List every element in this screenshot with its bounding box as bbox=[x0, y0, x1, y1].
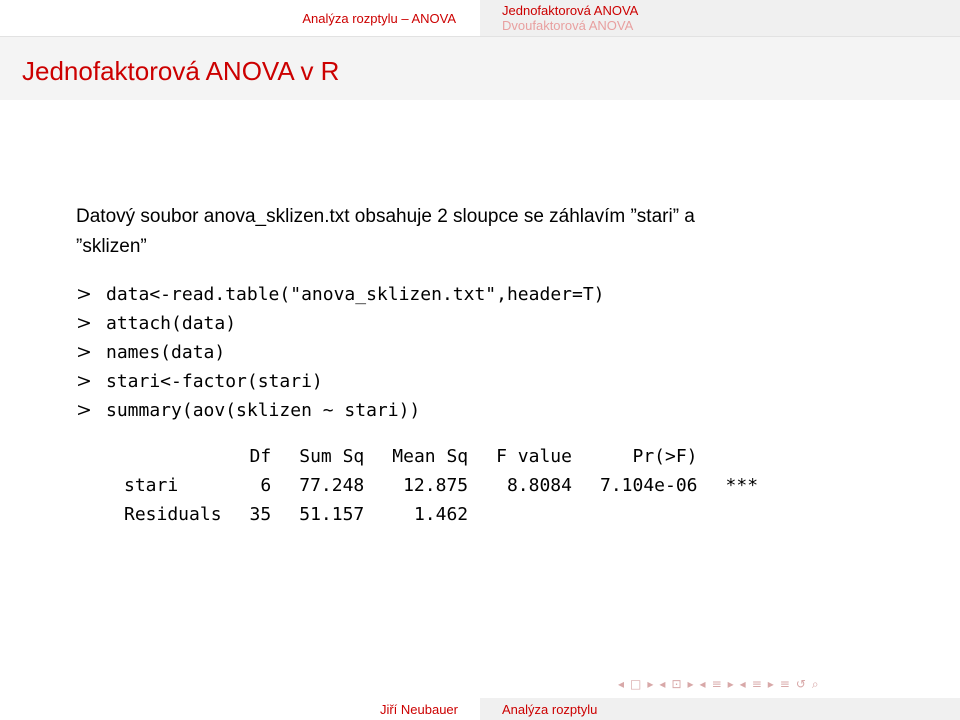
table-cell: 7.104e-06 bbox=[599, 475, 698, 496]
table-cell: *** bbox=[725, 475, 759, 496]
table-header-cell bbox=[110, 442, 236, 471]
anova-output-table bbox=[110, 442, 772, 529]
table-header-cell: Sum Sq bbox=[299, 446, 365, 467]
footer-author: Jiří Neubauer bbox=[379, 701, 458, 717]
table-header-cell: F value bbox=[496, 446, 572, 467]
nav-next-subsection-icon[interactable]: ▸ bbox=[687, 677, 694, 691]
table-row bbox=[110, 471, 772, 500]
intro-line: Datový soubor anova_sklizen.txt obsahuje 2 sloupce se záhlavím ”stari” a bbox=[76, 206, 695, 227]
nav-section-icon[interactable]: ≡ bbox=[711, 677, 722, 691]
code-line bbox=[76, 367, 605, 396]
beamer-navigation-symbols bbox=[618, 676, 948, 692]
prompt-symbol: > bbox=[76, 312, 92, 334]
table-header-cell bbox=[712, 442, 773, 471]
subsection-link-current[interactable]: Jednofaktorová ANOVA bbox=[502, 3, 639, 18]
code-text: summary(aov(sklizen ~ stari)) bbox=[106, 400, 421, 421]
r-code-block bbox=[76, 280, 605, 425]
table-cell bbox=[586, 500, 712, 529]
table-header-cell: Df bbox=[249, 446, 272, 467]
code-line bbox=[76, 396, 605, 425]
nav-search-icon[interactable]: ⌕ bbox=[811, 676, 819, 691]
nav-toc-icon[interactable]: ≡ bbox=[779, 677, 790, 691]
header-bar bbox=[0, 0, 960, 36]
subsection-link-other[interactable]: Dvoufaktorová ANOVA bbox=[502, 18, 634, 33]
table-row bbox=[110, 500, 772, 529]
table-cell: 35 bbox=[249, 504, 272, 525]
footer-title: Analýza rozptylu bbox=[502, 701, 598, 717]
table-header-cell: Pr(>F) bbox=[632, 446, 698, 467]
nav-back-icon[interactable]: ↺ bbox=[795, 677, 806, 691]
prompt-symbol: > bbox=[76, 341, 92, 363]
code-line bbox=[76, 280, 605, 309]
intro-line: ”sklizen” bbox=[76, 236, 147, 257]
footer-bar bbox=[0, 698, 960, 720]
nav-next-section-icon[interactable]: ▸ bbox=[727, 677, 734, 691]
table-cell: 1.462 bbox=[413, 504, 469, 525]
intro-paragraph bbox=[76, 202, 856, 262]
table-cell: 51.157 bbox=[299, 504, 365, 525]
code-line bbox=[76, 338, 605, 367]
table-cell: 6 bbox=[260, 475, 272, 496]
nav-frame-icon[interactable]: □ bbox=[630, 677, 642, 691]
nav-document-icon[interactable]: ≡ bbox=[751, 677, 762, 691]
code-text: attach(data) bbox=[106, 313, 237, 334]
frame-title-bar bbox=[0, 36, 960, 100]
footer-author-area bbox=[0, 698, 480, 720]
code-text: names(data) bbox=[106, 342, 226, 363]
footer-title-area bbox=[480, 698, 960, 720]
nav-prev-document-icon[interactable]: ◂ bbox=[739, 677, 746, 691]
table-cell: 12.875 bbox=[403, 475, 469, 496]
nav-subsection-icon[interactable]: ⊡ bbox=[671, 677, 682, 691]
frame-title: Jednofaktorová ANOVA v R bbox=[22, 56, 340, 86]
table-cell: 77.248 bbox=[299, 475, 365, 496]
header-section-area bbox=[0, 0, 480, 36]
prompt-symbol: > bbox=[76, 399, 92, 421]
prompt-symbol: > bbox=[76, 370, 92, 392]
table-cell: stari bbox=[124, 475, 179, 496]
code-text: data<-read.table("anova_sklizen.txt",header=T) bbox=[106, 284, 605, 305]
code-line bbox=[76, 309, 605, 338]
section-link[interactable]: Analýza rozptylu – ANOVA bbox=[302, 10, 456, 26]
code-text: stari<-factor(stari) bbox=[106, 371, 323, 392]
nav-next-document-icon[interactable]: ▸ bbox=[767, 677, 774, 691]
prompt-symbol: > bbox=[76, 283, 92, 305]
table-cell bbox=[712, 500, 773, 529]
table-cell: 8.8084 bbox=[506, 475, 572, 496]
table-header-cell: Mean Sq bbox=[392, 446, 469, 467]
table-cell bbox=[482, 500, 586, 529]
nav-next-frame-icon[interactable]: ▸ bbox=[647, 677, 654, 691]
nav-prev-frame-icon[interactable]: ◂ bbox=[618, 677, 625, 691]
nav-prev-section-icon[interactable]: ◂ bbox=[699, 677, 706, 691]
table-header-row bbox=[110, 442, 772, 471]
table-cell: Residuals bbox=[124, 504, 222, 525]
header-subsection-area bbox=[480, 0, 960, 36]
nav-prev-subsection-icon[interactable]: ◂ bbox=[659, 677, 666, 691]
